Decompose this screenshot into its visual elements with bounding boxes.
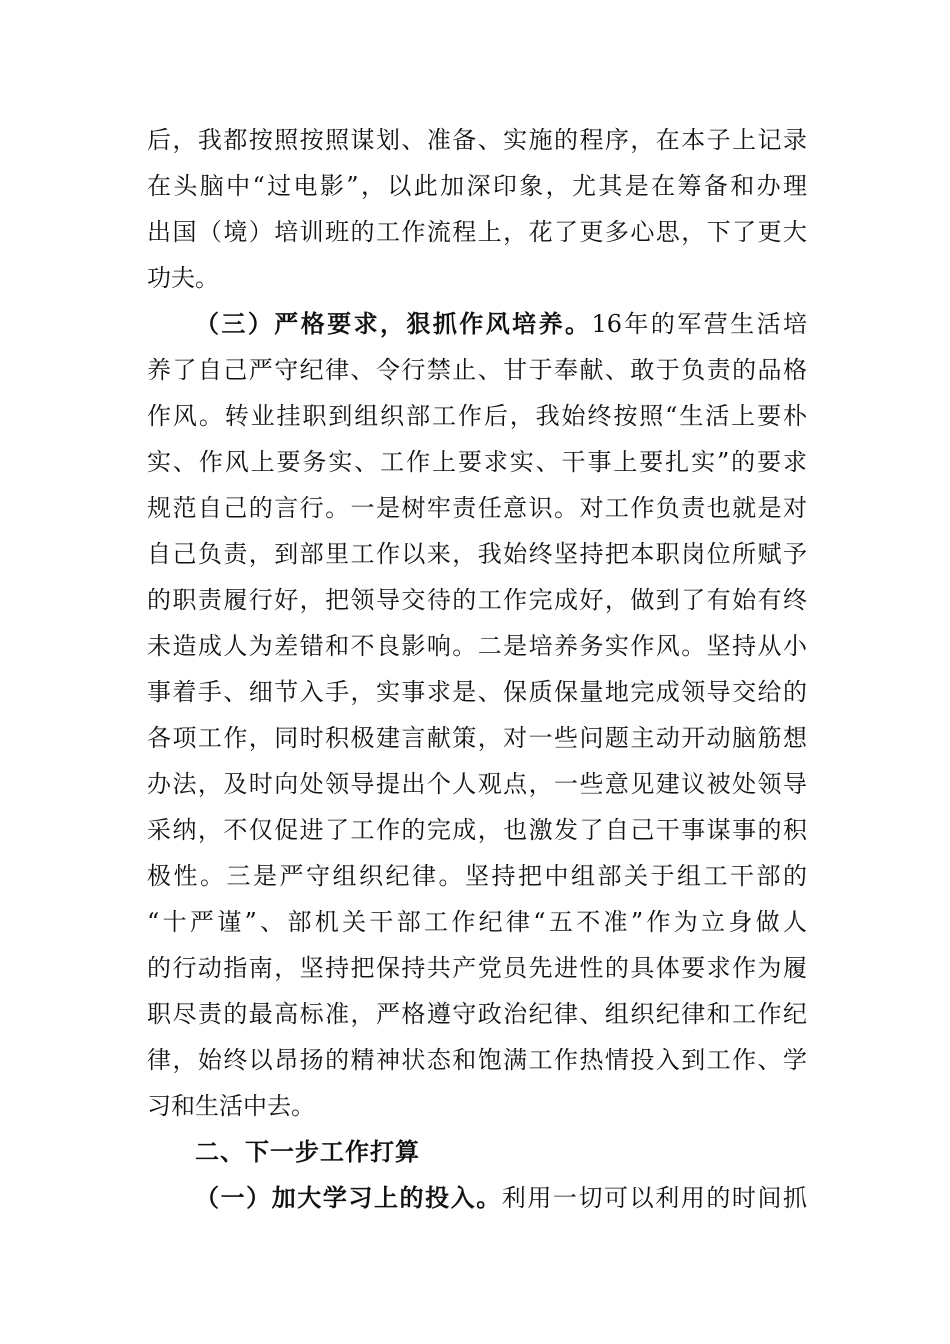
paragraph-line: 出国（境）培训班的工作流程上，花了更多心思，下了更大 — [147, 218, 807, 246]
paragraph-line: 采纳，不仅促进了工作的完成，也激发了自己干事谋事的积 — [147, 816, 807, 844]
paragraph-line: 功夫。 — [147, 264, 219, 292]
paragraph-line: 律，始终以昂扬的精神状态和饱满工作热情投入到工作、学 — [147, 1046, 807, 1074]
section-heading-next-steps: 二、下一步工作打算 — [195, 1138, 420, 1166]
paragraph-line: 极性。三是严守组织纪律。坚持把中组部关于组工干部的 — [147, 862, 807, 890]
section-three-lead-text: 16年的军营生活培 — [591, 310, 807, 338]
subsection-one-lead-text: 利用一切可以利用的时间抓 — [501, 1184, 808, 1212]
subsection-one-first-line — [195, 1176, 807, 1220]
paragraph-line: 习和生活中去。 — [147, 1092, 315, 1120]
paragraph-line: 实、作风上要务实、工作上要求实、干事上要扎实”的要求 — [147, 448, 807, 476]
section-three-first-line — [195, 302, 807, 346]
paragraph-line: 养了自己严守纪律、令行禁止、甘于奉献、敢于负责的品格 — [147, 356, 807, 384]
paragraph-line: 规范自己的言行。一是树牢责任意识。对工作负责也就是对 — [147, 494, 807, 522]
paragraph-line: 职尽责的最高标准，严格遵守政治纪律、组织纪律和工作纪 — [147, 1000, 807, 1028]
paragraph-line: 自己负责，到部里工作以来，我始终坚持把本职岗位所赋予 — [147, 540, 807, 568]
paragraph-line: 各项工作，同时积极建言献策，对一些问题主动开动脑筋想 — [147, 724, 807, 752]
section-three-heading: （三）严格要求，狠抓作风培养。 — [195, 309, 592, 338]
paragraph-line: 未造成人为差错和不良影响。二是培养务实作风。坚持从小 — [147, 632, 807, 660]
paragraph-line: 在头脑中“过电影”，以此加深印象，尤其是在筹备和办理 — [147, 172, 807, 200]
paragraph-line: 的职责履行好，把领导交待的工作完成好，做到了有始有终 — [147, 586, 807, 614]
paragraph-line: 办法，及时向处领导提出个人观点，一些意见建议被处领导 — [147, 770, 807, 798]
paragraph-line: 事着手、细节入手，实事求是、保质保量地完成领导交给的 — [147, 678, 807, 706]
paragraph-line: 的行动指南，坚持把保持共产党员先进性的具体要求作为履 — [147, 954, 807, 982]
paragraph-line: 后，我都按照按照谋划、准备、实施的程序，在本子上记录 — [147, 126, 807, 154]
subsection-one-heading: （一）加大学习上的投入。 — [195, 1183, 502, 1212]
paragraph-line: 作风。转业挂职到组织部工作后，我始终按照“生活上要朴 — [147, 402, 807, 430]
paragraph-line: “十严谨”、部机关干部工作纪律“五不准”作为立身做人 — [147, 908, 807, 936]
